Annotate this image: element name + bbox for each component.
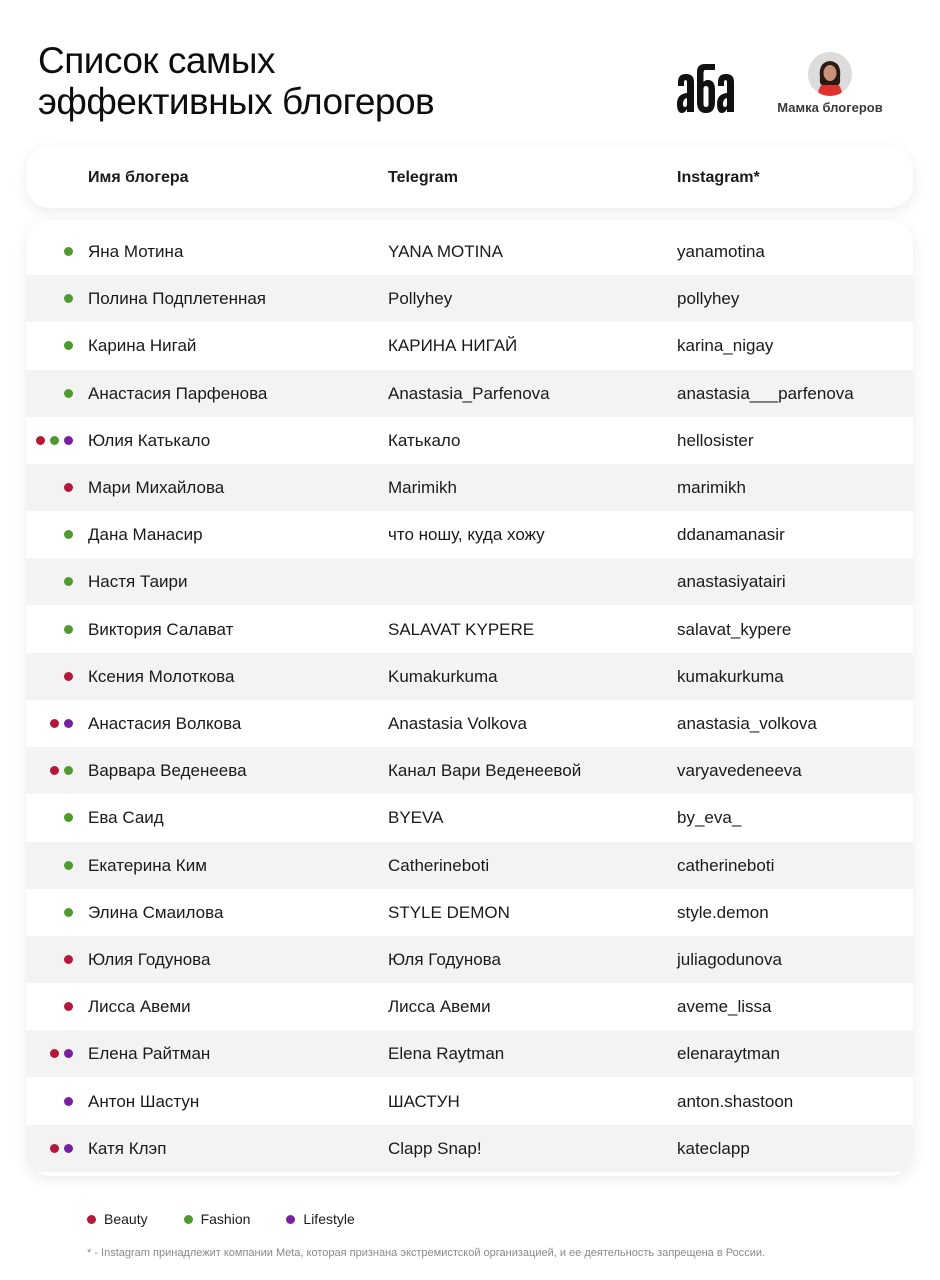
- telegram-channel: BYEVA: [388, 808, 444, 828]
- page-title-line-2: эффективных блогеров: [38, 81, 435, 122]
- instagram-handle: aveme_lissa: [677, 997, 772, 1017]
- blogger-name: Карина Нигай: [88, 336, 197, 356]
- lifestyle-dot-icon: [64, 1144, 73, 1153]
- category-dots: [64, 341, 73, 350]
- telegram-channel: Anastasia_Parfenova: [388, 383, 550, 403]
- instagram-handle: hellosister: [677, 430, 754, 450]
- table-row: [26, 558, 913, 605]
- lifestyle-dot-icon: [64, 436, 73, 445]
- telegram-channel: Лисса Авеми: [388, 997, 491, 1017]
- category-dots: [64, 861, 73, 870]
- page-title: [38, 40, 434, 122]
- table-row: [26, 228, 913, 275]
- fashion-dot-icon: [184, 1215, 193, 1224]
- beauty-dot-icon: [64, 1002, 73, 1011]
- blogger-name: Ева Саид: [88, 808, 164, 828]
- footnote: * - Instagram принадлежит компании Meta, которая признана экстремистской организацией, и ее деятельность запрещена в России.: [87, 1247, 766, 1259]
- blogger-name: Яна Мотина: [88, 242, 184, 261]
- table-row: [26, 370, 913, 417]
- instagram-handle: anton.shastoon: [677, 1091, 794, 1111]
- instagram-handle: karina_nigay: [677, 336, 774, 356]
- category-dots: [64, 908, 73, 917]
- beauty-dot-icon: [50, 766, 59, 775]
- table-row: [26, 275, 913, 322]
- telegram-channel: YANA MOTINA: [388, 242, 503, 261]
- bloggers-table: [26, 220, 913, 1176]
- category-dots: [64, 577, 73, 586]
- category-dots: [64, 955, 73, 964]
- category-dots: [64, 530, 73, 539]
- instagram-handle: marimikh: [677, 478, 746, 497]
- instagram-handle: juliagodunova: [677, 950, 782, 969]
- beauty-dot-icon: [64, 955, 73, 964]
- fashion-dot-icon: [64, 577, 73, 586]
- telegram-channel: КАРИНА НИГАЙ: [388, 336, 518, 356]
- category-dots: [64, 1002, 73, 1011]
- category-dots: [50, 1049, 73, 1058]
- lifestyle-dot-icon: [286, 1215, 295, 1224]
- column-header-name: Имя блогера: [88, 169, 189, 186]
- blogger-name: Варвара Веденеева: [88, 761, 247, 781]
- blogger-name: Анастасия Волкова: [88, 714, 242, 733]
- blogger-name: Полина Подплетенная: [88, 289, 267, 309]
- telegram-channel: Канал Вари Веденеевой: [388, 761, 582, 781]
- category-dots: [50, 1144, 73, 1153]
- fashion-dot-icon: [64, 389, 73, 398]
- category-dots: [64, 294, 73, 303]
- table-row: [26, 936, 913, 983]
- instagram-handle: anastasiyatairi: [677, 572, 786, 592]
- lifestyle-dot-icon: [64, 1049, 73, 1058]
- blogger-name: Екатерина Ким: [88, 855, 207, 875]
- legend-item-lifestyle: [286, 1211, 354, 1227]
- category-dots: [50, 719, 73, 728]
- table-row: [26, 511, 913, 558]
- fashion-dot-icon: [64, 908, 73, 917]
- table-row: [26, 889, 913, 936]
- blogger-name: Анастасия Парфенова: [88, 383, 268, 403]
- fashion-dot-icon: [64, 530, 73, 539]
- blogger-name: Антон Шастун: [88, 1091, 200, 1111]
- beauty-dot-icon: [50, 719, 59, 728]
- instagram-handle: salavat_kypere: [677, 619, 792, 639]
- blogger-name: Дана Манасир: [88, 525, 203, 545]
- blogger-name: Элина Смаилова: [88, 902, 224, 922]
- telegram-channel: Pollyhey: [388, 289, 453, 309]
- legend-label: Lifestyle: [303, 1211, 355, 1227]
- beauty-dot-icon: [50, 1049, 59, 1058]
- instagram-handle: kumakurkuma: [677, 666, 784, 686]
- fashion-dot-icon: [64, 861, 73, 870]
- blogger-name: Мари Михайлова: [88, 478, 225, 497]
- category-dots: [36, 436, 73, 445]
- category-dots: [64, 483, 73, 492]
- telegram-channel: SALAVAT KYPERE: [388, 619, 535, 639]
- telegram-channel: Marimikh: [388, 478, 457, 497]
- fashion-dot-icon: [50, 436, 59, 445]
- instagram-handle: yanamotina: [677, 242, 765, 261]
- fashion-dot-icon: [64, 247, 73, 256]
- telegram-channel: Elena Raytman: [388, 1044, 505, 1064]
- telegram-channel: что ношу, куда хожу: [388, 525, 545, 545]
- blogger-name: Юлия Годунова: [88, 950, 211, 969]
- telegram-channel: STYLE DEMON: [388, 902, 510, 922]
- blogger-name: Ксения Молоткова: [88, 666, 235, 686]
- category-dots: [50, 766, 73, 775]
- instagram-handle: pollyhey: [677, 289, 740, 309]
- blogger-name: Юлия Катькало: [88, 430, 211, 450]
- legend-label: Fashion: [200, 1211, 251, 1227]
- avatar: [808, 52, 852, 96]
- table-row: [26, 747, 913, 794]
- table-row: [26, 1078, 913, 1125]
- instagram-handle: elenaraytman: [677, 1044, 781, 1064]
- fashion-dot-icon: [64, 294, 73, 303]
- telegram-channel: Юля Годунова: [388, 950, 501, 969]
- instagram-handle: anastasia___parfenova: [677, 383, 854, 403]
- table-header: [26, 146, 913, 208]
- table-row: [26, 794, 913, 841]
- category-dots: [64, 389, 73, 398]
- page-title-line-1: Список самых: [38, 40, 275, 81]
- telegram-channel: ШАСТУН: [388, 1091, 460, 1111]
- table-row: [26, 700, 913, 747]
- instagram-handle: catherineboti: [677, 855, 775, 875]
- category-dots: [64, 813, 73, 822]
- beauty-dot-icon: [64, 672, 73, 681]
- blogger-name: Лисса Авеми: [88, 997, 191, 1017]
- table-row: [26, 983, 913, 1030]
- table-row: [26, 417, 913, 464]
- beauty-dot-icon: [36, 436, 45, 445]
- legend-label: Beauty: [104, 1211, 148, 1227]
- blogger-name: Виктория Салават: [88, 619, 234, 639]
- category-dots: [64, 625, 73, 634]
- table-row: [26, 464, 913, 511]
- table-row: [26, 1030, 913, 1077]
- category-dots: [64, 1097, 73, 1106]
- fashion-dot-icon: [64, 766, 73, 775]
- instagram-handle: ddanamanasir: [677, 525, 785, 545]
- beauty-dot-icon: [87, 1215, 96, 1224]
- brand-name: Мамка блогеров: [777, 100, 883, 115]
- instagram-handle: kateclapp: [677, 1138, 750, 1158]
- blogger-name: Настя Таири: [88, 572, 188, 592]
- instagram-handle: by_eva_: [677, 808, 742, 828]
- instagram-handle: style.demon: [677, 902, 769, 922]
- aba-logo: [676, 60, 736, 116]
- blogger-name: Елена Райтман: [88, 1044, 211, 1064]
- category-dots: [64, 672, 73, 681]
- lifestyle-dot-icon: [64, 719, 73, 728]
- telegram-channel: Катькало: [388, 430, 461, 450]
- telegram-channel: Clapp Snap!: [388, 1138, 482, 1158]
- fashion-dot-icon: [64, 341, 73, 350]
- legend-item-fashion: [184, 1211, 251, 1227]
- category-dots: [64, 247, 73, 256]
- table-row: [26, 1125, 913, 1172]
- table-row: [26, 842, 913, 889]
- legend-item-beauty: [87, 1211, 148, 1227]
- beauty-dot-icon: [64, 483, 73, 492]
- fashion-dot-icon: [64, 625, 73, 634]
- instagram-handle: varyavedeneeva: [677, 761, 802, 781]
- telegram-channel: Anastasia Volkova: [388, 714, 527, 733]
- table-row: [26, 653, 913, 700]
- column-header-instagram: Instagram*: [677, 169, 760, 186]
- fashion-dot-icon: [64, 813, 73, 822]
- lifestyle-dot-icon: [64, 1097, 73, 1106]
- telegram-channel: Kumakurkuma: [388, 666, 498, 686]
- beauty-dot-icon: [50, 1144, 59, 1153]
- column-header-telegram: Telegram: [388, 169, 458, 186]
- brand: [774, 52, 886, 115]
- blogger-name: Катя Клэп: [88, 1138, 167, 1158]
- telegram-channel: Catherineboti: [388, 855, 490, 875]
- table-row: [26, 606, 913, 653]
- table-row: [26, 322, 913, 369]
- legend: [87, 1211, 391, 1227]
- instagram-handle: anastasia_volkova: [677, 714, 817, 733]
